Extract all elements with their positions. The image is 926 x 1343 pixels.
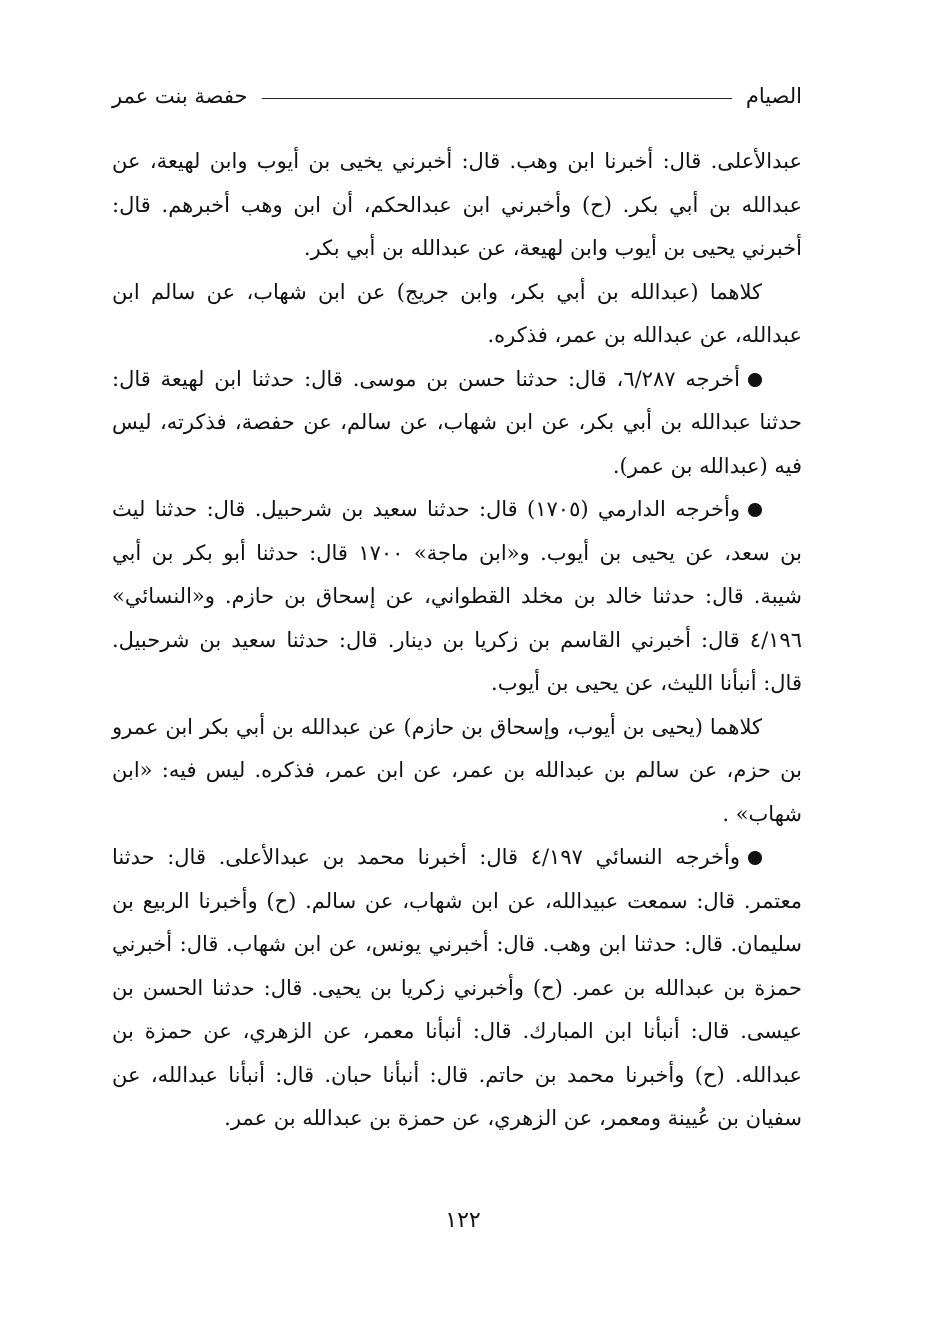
paragraph-text: كلاهما (عبدالله بن أبي بكر، وابن جريج) عن ابن شهاب، عن سالم ابن عبدالله، عن عبدالله بن عمر، فذكره. xyxy=(112,279,802,347)
chapter-title: الصيام xyxy=(745,84,802,108)
paragraph xyxy=(112,271,802,358)
bullet-icon xyxy=(748,503,762,517)
paragraph-text: عبدالأعلى. قال: أخبرنا ابن وهب. قال: أخبرني يخيى بن أيوب وابن لهيعة، عن عبدالله بن أبي بكر. (ح) وأخبرني ابن عبدالحكم، أن ابن وهب أخبرهم. قال: أخبرني يحيى بن أيوب وابن لهيعة، عن عبدالله بن أبي بكر. xyxy=(112,149,802,260)
paragraph xyxy=(112,488,802,706)
paragraph-text: أخرجه ٦/٢٨٧، قال: حدثنا حسن بن موسى. قال: حدثنا ابن لهيعة قال: حدثنا عبدالله بن أبي بكر، عن ابن شهاب، عن سالم، عن حفصة، فذكرته، ليس فيه (عبدالله بن عمر). xyxy=(112,366,802,478)
page-number: ١٢٢ xyxy=(445,1208,481,1233)
bullet-icon xyxy=(748,373,762,387)
section-title: حفصة بنت عمر xyxy=(112,84,248,108)
running-header xyxy=(112,78,802,114)
paragraph-text: وأخرجه الدارمي (١٧٠٥) قال: حدثنا سعيد بن شرحبيل. قال: حدثنا ليث بن سعد، عن يحيى بن أيوب. و«ابن ماجة» ١٧٠٠ قال: حدثنا أبو بكر بن أبي شيبة. قال: حدثنا خالد بن مخلد القطواني، عن إسحاق بن حازم. و«النسائي» ٤/١٩٦ قال: أخبرني القاسم بن زكريا بن دينار. قال: حدثنا سعيد بن شرحبيل. قال: أنبأنا الليث، عن يحيى بن أيوب. xyxy=(112,497,802,695)
paragraph-text: كلاهما (يحيى بن أيوب، وإسحاق بن حازم) عن عبدالله بن أبي بكر ابن عمرو بن حزم، عن سالم بن عبدالله بن عمر، عن ابن عمر، فذكره. ليس فيه: «ابن شهاب» . xyxy=(112,714,802,826)
paragraph xyxy=(112,140,802,271)
body-text xyxy=(112,140,802,1141)
paragraph xyxy=(112,706,802,837)
paragraph xyxy=(112,358,802,489)
header-rule xyxy=(262,98,732,99)
paragraph xyxy=(112,836,802,1141)
paragraph-text: وأخرجه النسائي ٤/١٩٧ قال: أخبرنا محمد بن عبدالأعلى. قال: حدثنا معتمر. قال: سمعت عبيدالله، عن ابن شهاب، عن سالم. (ح) وأخبرنا الربيع بن سليمان. قال: حدثنا ابن وهب. قال: أخبرني يونس، عن ابن شهاب. قال: أخبرني حمزة بن عبدالله بن عمر. (ح) وأخبرني زكريا بن يحيى. قال: حدثنا الحسن بن عيسى. قال: أنبأنا ابن المبارك. قال: أنبأنا معمر، عن الزهري، عن حمزة بن عبدالله. (ح) وأخبرنا محمد بن حاتم. قال: أنبأنا حبان. قال: أنبأنا عبدالله، عن سفيان بن عُيينة ومعمر، عن الزهري، عن حمزة بن عبدالله بن عمر. xyxy=(112,845,802,1130)
bullet-icon xyxy=(748,851,762,865)
